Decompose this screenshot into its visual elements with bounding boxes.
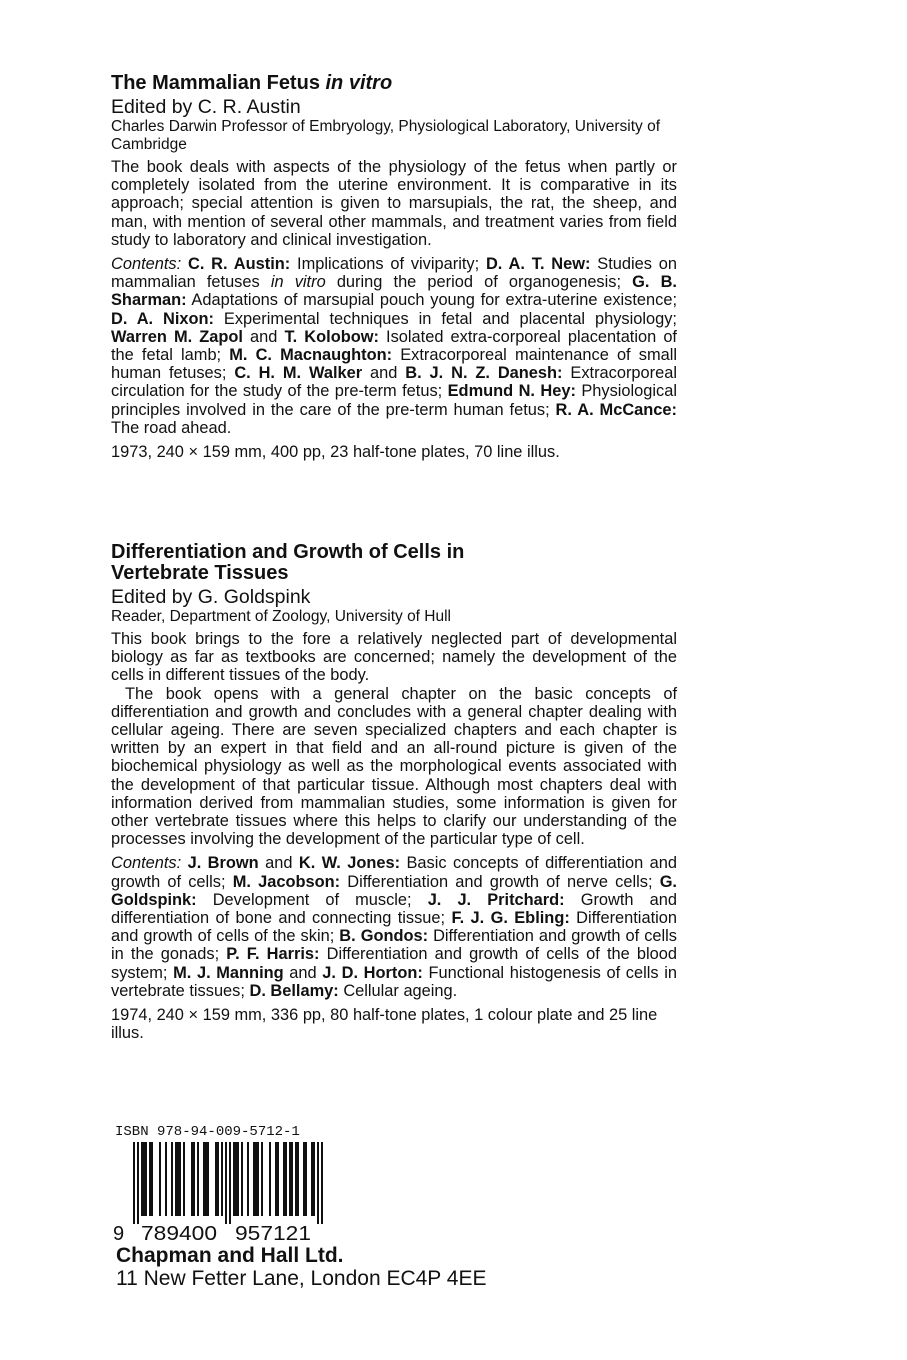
barcode-bar <box>159 1142 161 1216</box>
book2-contents-text-8: Cellular ageing. <box>338 981 458 1000</box>
book2-contents-text2-0: Basic concepts of differentiation and growth of cells; <box>111 854 677 891</box>
barcode-bar <box>295 1142 297 1216</box>
book1-contents-text-5: Extracorporeal maintenance of small human fetuses; <box>111 346 677 383</box>
book1-contents-text-2: Adaptations of marsupial pouch young for extra-uterine existence; <box>186 291 677 310</box>
book1-contents-author-3: D. A. Nixon: <box>111 309 214 328</box>
barcode-bar <box>235 1142 237 1216</box>
book2-description-1: This book brings to the fore a relatively neglected part of developmental biology as far as textbooks are concerned; namely the development of the cells in different tissues of the body. <box>111 630 677 685</box>
book-entry-differentiation-growth <box>111 542 677 1042</box>
barcode-bar <box>237 1142 239 1216</box>
book2-title <box>111 542 677 584</box>
book1-contents-text2-4: Isolated extra-corporeal placentation of the fetal lamb; <box>111 327 677 365</box>
barcode-bar <box>217 1142 219 1216</box>
barcode-bar <box>291 1142 293 1216</box>
book2-contents-author-3: J. J. Pritchard: <box>427 890 565 909</box>
book1-contents-italic-1: in vitro <box>270 273 326 292</box>
barcode-bar <box>313 1142 315 1216</box>
book2-contents-author-2: G. Goldspink: <box>111 872 677 909</box>
book1-editor: Edited by C. R. Austin <box>111 96 301 118</box>
book2-contents-label: Contents: <box>111 854 182 873</box>
book2-title-line1: Differentiation and Growth of Cells in <box>111 541 465 563</box>
book1-contents-author-6: C. H. M. Walker <box>234 364 363 383</box>
book2-contents-text-2: Development of muscle; <box>196 890 428 909</box>
book2-contents-text2-7: Functional histogenesis of cells in vertebrate tissues; <box>111 963 677 1000</box>
barcode-first-digit: 9 <box>113 1223 125 1242</box>
barcode-bar <box>297 1142 299 1216</box>
book1-affiliation: Charles Darwin Professor of Embryology, Physiological Laboratory, University of Cambridge <box>111 118 661 153</box>
book2-contents-author2-7: J. D. Horton: <box>322 963 423 982</box>
barcode-bar <box>283 1142 285 1216</box>
barcode-bar <box>191 1142 193 1216</box>
book1-contents-author-0: C. R. Austin: <box>187 255 291 274</box>
barcode-bar <box>253 1142 255 1216</box>
barcode-bar <box>221 1142 223 1216</box>
book1-contents-text-4: and <box>242 327 285 346</box>
publisher-name: Chapman and Hall Ltd. <box>116 1244 344 1267</box>
book2-contents-author-8: D. Bellamy: <box>249 981 339 1000</box>
book1-contents-text2-6: Extracorporeal circulation for the study of the pre-term fetus; <box>111 364 677 401</box>
book2-contents-text-3: Growth and differentiation of bone and connecting tissue; <box>111 890 677 928</box>
barcode-bar <box>277 1142 279 1216</box>
book2-contents-author-7: M. J. Manning <box>173 963 284 982</box>
book1-title-italic: in vitro <box>325 72 393 94</box>
book2-contents-author-6: P. F. Harris: <box>226 945 320 964</box>
book1-title-main: The Mammalian Fetus <box>111 72 326 94</box>
barcode-bar <box>255 1142 257 1216</box>
barcode-bar <box>311 1142 313 1216</box>
barcode-bars <box>133 1142 323 1224</box>
book1-contents-label: Contents: <box>111 255 182 274</box>
barcode-bar <box>289 1142 291 1216</box>
publisher-address: 11 New Fetter Lane, London EC4P 4EE <box>116 1267 487 1290</box>
book2-editor: Edited by G. Goldspink <box>111 586 311 608</box>
barcode-bar <box>275 1142 277 1216</box>
book1-contents-author-8: R. A. McCance: <box>555 400 677 419</box>
book1-contents-text-3: Experimental techniques in fetal and placental physiology; <box>213 309 677 328</box>
barcode-group2: 957121 <box>235 1223 311 1242</box>
book1-contents-author2-6: B. J. N. Z. Danesh: <box>405 364 563 383</box>
book1-contents-text2-1: during the period of organogenesis; <box>325 273 633 292</box>
barcode-bar <box>171 1142 173 1216</box>
book2-contents-text-4: Differentiation and growth of cells of the skin; <box>111 909 677 946</box>
barcode-bar <box>197 1142 199 1216</box>
book2-contents-author2-0: K. W. Jones: <box>298 854 401 873</box>
book1-description: The book deals with aspects of the physiology of the fetus when partly or completely isolated from the uterine environment. It is comparative in its approach; special attention is given to marsupials, the rat, the sheep, and man, with mention of several other mammals, and treatment varies from field study to laboratory and clinical investigation. <box>111 158 677 249</box>
book2-contents-text-6: Differentiation and growth of cells of the blood system; <box>111 945 677 982</box>
book1-contents-text-6: and <box>362 364 406 383</box>
barcode-bar <box>137 1142 139 1224</box>
barcode-bar <box>215 1142 217 1216</box>
barcode-bar <box>225 1142 227 1224</box>
book2-contents-text-0: and <box>258 854 299 873</box>
barcode-bar <box>143 1142 145 1216</box>
barcode-group1: 789400 <box>141 1223 217 1242</box>
barcode-bar <box>207 1142 209 1216</box>
book2-contents-author-4: F. J. G. Ebling: <box>451 909 570 928</box>
barcode-bar <box>183 1142 185 1216</box>
barcode-bar <box>141 1142 143 1216</box>
book2-contents-author-1: M. Jacobson: <box>232 872 341 891</box>
barcode-bar <box>179 1142 181 1216</box>
barcode-bar <box>165 1142 167 1216</box>
barcode-bar <box>257 1142 259 1216</box>
book1-contents-author-7: Edmund N. Hey: <box>447 382 576 401</box>
book2-specs: 1974, 240 × 159 mm, 336 pp, 80 half-tone plates, 1 colour plate and 25 line illus. <box>111 1006 658 1043</box>
barcode-bar <box>317 1142 319 1224</box>
barcode-bar <box>151 1142 153 1216</box>
book2-contents-author-0: J. Brown <box>187 854 259 873</box>
barcode-bar <box>145 1142 147 1216</box>
barcode-bar <box>177 1142 179 1216</box>
barcode-bar <box>205 1142 207 1216</box>
book1-contents <box>111 255 677 437</box>
book2-contents-author-5: B. Gondos: <box>339 927 429 946</box>
barcode-bar <box>133 1142 135 1224</box>
barcode-bar <box>149 1142 151 1216</box>
book1-contents-author-2: G. B. Sharman: <box>111 273 677 310</box>
barcode-bar <box>261 1142 263 1216</box>
barcode-bar <box>305 1142 307 1216</box>
barcode-bar <box>241 1142 243 1216</box>
barcode-bar <box>285 1142 287 1216</box>
book1-contents-text-0: Implications of viviparity; <box>290 255 486 274</box>
book1-contents-text-7: Physiological principles involved in the care of the pre-term human fetus; <box>111 382 677 419</box>
book2-contents <box>111 854 677 1000</box>
book2-affiliation: Reader, Department of Zoology, University of Hull <box>111 608 452 625</box>
book2-description-2: The book opens with a general chapter on the basic concepts of differentiation and growth and concludes with a general chapter dealing with cellular ageing. There are seven specialized chapters and each chapter is written by an expert in that field and an all-round picture is given of the biochemical physiology as well as the morphological events associated with the development of that particular tissue. Although most chapters deal with information derived from mammalian studies, some information is given for other vertebrate tissues where this helps to clarify our understanding of the processes involving the development of the particular type of cell. <box>111 684 677 849</box>
book1-contents-author-1: D. A. T. New: <box>485 255 591 274</box>
book2-contents-text-1: Differentiation and growth of nerve cells; <box>340 872 660 891</box>
book1-contents-author2-4: T. Kolobow: <box>284 327 379 346</box>
barcode-bar <box>233 1142 235 1216</box>
barcode-bar <box>269 1142 271 1216</box>
isbn-barcode <box>113 1122 345 1242</box>
book1-contents-author-4: Warren M. Zapol <box>111 327 243 346</box>
book1-contents-text-8: The road ahead. <box>111 418 232 437</box>
barcode-bar <box>247 1142 249 1216</box>
barcode-bar <box>203 1142 205 1216</box>
book1-specs: 1973, 240 × 159 mm, 400 pp, 23 half-tone plates, 70 line illus. <box>111 443 560 462</box>
book2-contents-text-5: Differentiation and growth of cells in the gonads; <box>111 927 677 964</box>
barcode-bar <box>303 1142 305 1216</box>
book-entry-mammalian-fetus <box>111 73 677 461</box>
barcode-bar <box>193 1142 195 1216</box>
book2-contents-text-7: and <box>283 963 323 982</box>
book1-title <box>111 73 677 94</box>
book2-title-line2: Vertebrate Tissues <box>111 562 289 584</box>
book1-contents-author-5: M. C. Macnaughton: <box>229 346 393 365</box>
barcode-bar <box>229 1142 231 1224</box>
isbn-text: ISBN 978-94-009-5712-1 <box>115 1124 300 1140</box>
barcode-bar <box>321 1142 323 1224</box>
barcode-bar <box>175 1142 177 1216</box>
publisher-block <box>116 1245 486 1291</box>
book1-contents-text-1: Studies on mammalian fetuses <box>111 255 677 292</box>
